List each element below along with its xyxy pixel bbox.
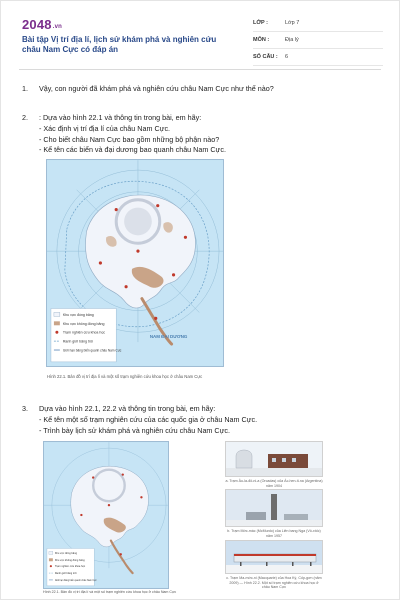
- photo-graphic: [226, 442, 323, 477]
- legend-label: Khu vực không đóng băng: [62, 321, 105, 326]
- bullet-item: - Kể tên các biển và đại dương bao quanh châu Nam Cực.: [39, 145, 226, 154]
- legend-label: Ranh giới băng trôi: [54, 572, 77, 576]
- legend-label: Ranh giới băng trôi: [62, 339, 93, 344]
- legend-swatch: [49, 551, 53, 554]
- ocean-label: NAM ĐẠI DƯƠNG: [149, 334, 188, 340]
- window: [272, 458, 276, 462]
- legend-swatch: [50, 565, 52, 567]
- watermark-emblem: [124, 208, 152, 236]
- legend-label: Giới hạn băng biển quanh châu Nam Cực: [54, 579, 97, 582]
- research-station-marker: [99, 261, 102, 264]
- legend-label: Khu vực đóng băng: [62, 312, 94, 317]
- bullet-item: - Trình bày lịch sử khám phá và nghiên cứu châu Nam Cực.: [39, 425, 231, 435]
- photo-caption: c. Trạm Ma-mớc-ni (Macquarie) của Hoa Kỳ, Cốp-gơn (năm 2009) — Hình 22.2. Một số trạm nghiên cứu khoa học ở châu Nam Cực: [226, 576, 322, 590]
- research-station-marker: [80, 514, 82, 516]
- antarctica-map-small: [43, 441, 169, 589]
- legend-swatch: [49, 558, 53, 561]
- station-leg: [266, 562, 268, 566]
- meta-row-class: [253, 15, 383, 32]
- bullet-item: - Cho biết châu Nam Cực bao gồm những bộ phận nào?: [39, 134, 220, 144]
- station-stripe: [234, 554, 316, 556]
- station-leg: [240, 562, 242, 566]
- question-2-bullets: [39, 124, 226, 156]
- map-graphic: [44, 442, 168, 588]
- meta-key: SỐ CÂU :: [253, 54, 278, 60]
- question-number: 1.: [22, 84, 28, 93]
- legend-swatch: [55, 331, 58, 334]
- research-station-marker: [125, 285, 128, 288]
- station-photo-c: [225, 540, 323, 574]
- research-station-marker: [115, 208, 118, 211]
- station-leg: [310, 562, 312, 566]
- station-building: [246, 512, 266, 520]
- snow-ground: [226, 520, 323, 527]
- figure-caption: Hình 22.1. Bản đồ vị trí địa lí và một số trạm nghiên cứu khoa học ở châu Nam Cực: [43, 590, 177, 594]
- meta-key: LỚP :: [253, 20, 268, 26]
- research-station-marker: [136, 250, 139, 253]
- dome-building: [236, 450, 252, 468]
- meta-value: Địa lý: [285, 37, 299, 43]
- question-text: Vậy, con người đã khám phá và nghiên cứu châu Nam Cực như thế nào?: [39, 84, 274, 93]
- research-station-marker: [172, 273, 175, 276]
- bullet-item: - Xác định vị trí địa lí của châu Nam Cực.: [39, 124, 171, 133]
- header: [1, 1, 400, 67]
- question-number: 3.: [22, 404, 28, 413]
- research-station-marker: [156, 204, 159, 207]
- tower: [271, 494, 277, 520]
- photo-graphic: [226, 490, 323, 527]
- snow-ground: [226, 468, 323, 477]
- photo-caption: a. Trạm Âu-la-đô-ni-a (Orcadas) của Ác-hen-ti-na (Argentina) năm 1904: [225, 479, 323, 488]
- research-station-marker: [154, 317, 157, 320]
- page-title: Bài tập Vị trí địa lí, lịch sử khám phá và nghiên cứu châu Nam Cực có đáp án: [22, 35, 217, 54]
- snow-ground: [226, 565, 323, 574]
- meta-key: MÔN :: [253, 37, 270, 43]
- meta-value: Lớp 7: [285, 20, 300, 26]
- station-building: [284, 514, 308, 520]
- station-photo-b: [225, 489, 323, 527]
- legend-swatch: [54, 312, 60, 316]
- window: [282, 458, 286, 462]
- map-graphic: [47, 160, 223, 366]
- site-logo[interactable]: 2048.vn: [22, 17, 63, 32]
- meta-row-count: [253, 49, 383, 66]
- legend-label: Khu vực không đóng băng: [54, 558, 85, 562]
- legend-label: Trạm nghiên cứu khoa học: [62, 330, 106, 335]
- research-station-marker: [184, 236, 187, 239]
- meta-row-subject: [253, 32, 383, 49]
- photo-caption: b. Trạm Mớc-mác (McMurdo) của Liên bang Nga (Vô-xtốc) năm 1957: [227, 529, 321, 538]
- meta-table: [253, 15, 383, 66]
- legend-label: Trạm nghiên cứu khoa học: [54, 565, 86, 569]
- question-text: Dựa vào hình 22.1, 22.2 và thông tin trong bài, em hãy:: [39, 404, 216, 413]
- antarctica-map: [46, 159, 224, 367]
- question-text: : Dựa vào hình 22.1 và thông tin trong bài, em hãy:: [39, 113, 202, 122]
- legend-label: Khu vực đóng băng: [54, 551, 78, 555]
- photo-graphic: [226, 541, 323, 574]
- research-station-marker: [120, 553, 122, 555]
- station-leg: [292, 562, 294, 566]
- bullet-item: - Kể tên một số trạm nghiên cứu của các quốc gia ở châu Nam Cực.: [39, 415, 258, 424]
- legend-label: Giới hạn băng biển quanh châu Nam Cực: [62, 348, 122, 353]
- meta-value: 6: [285, 54, 289, 60]
- figure-caption: Hình 22.1. Bản đồ vị trí địa lí và một số trạm nghiên cứu khoa học ở châu Nam Cực: [47, 374, 203, 379]
- header-divider: [19, 69, 381, 70]
- window: [292, 458, 296, 462]
- research-station-marker: [140, 496, 142, 498]
- legend-swatch: [54, 321, 60, 325]
- question-3-bullets: [39, 415, 257, 436]
- research-station-marker: [108, 504, 110, 506]
- station-photo-a: [225, 441, 323, 477]
- question-number: 2.: [22, 113, 28, 122]
